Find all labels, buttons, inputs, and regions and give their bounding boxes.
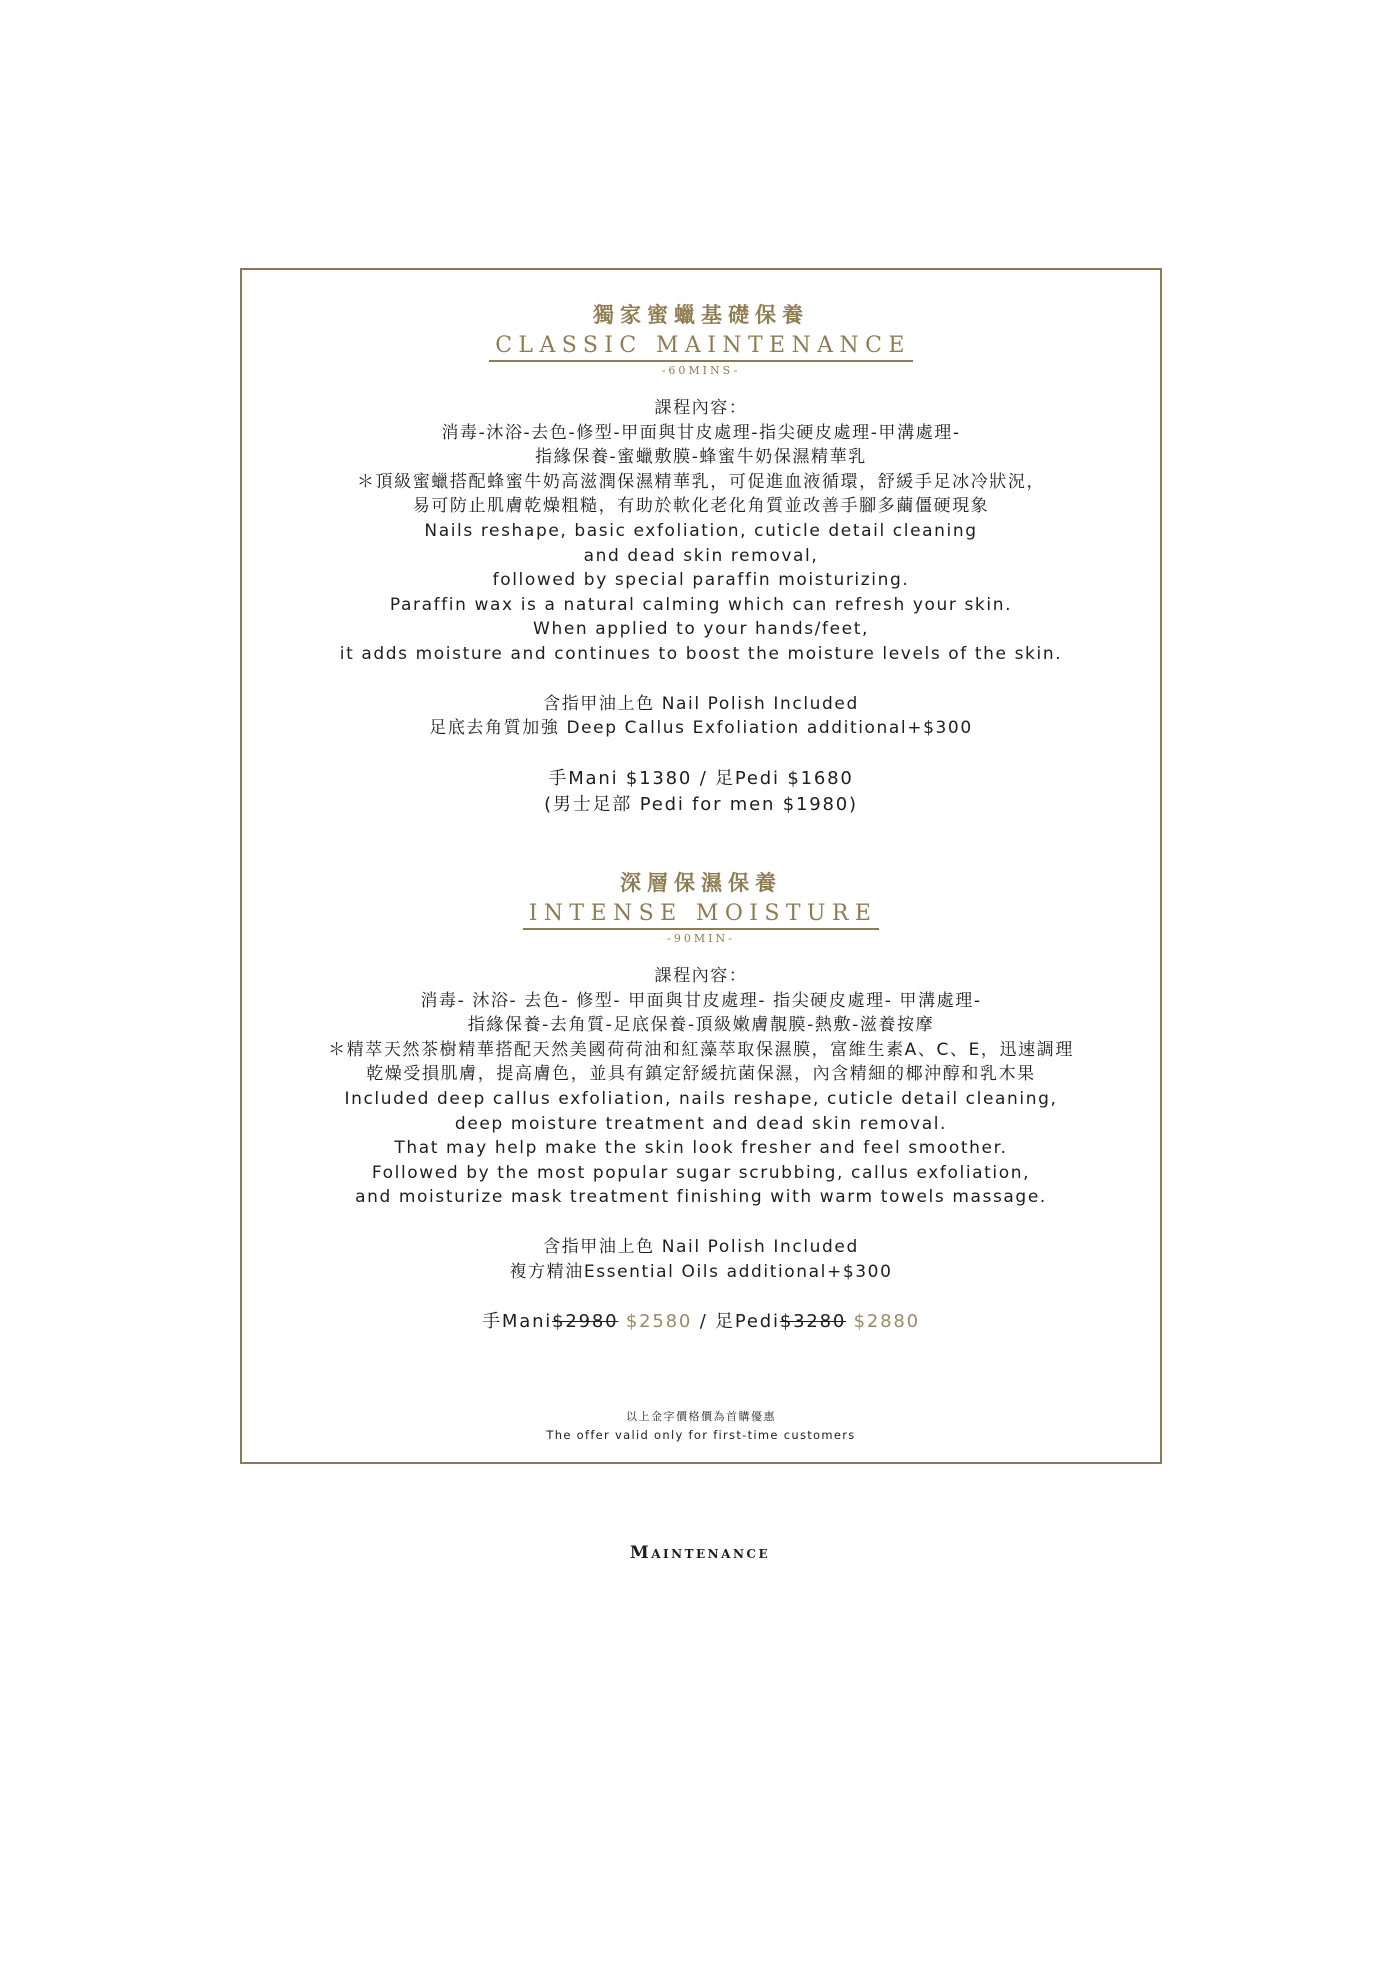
mani-offer-price: $2580 <box>625 1311 693 1333</box>
intense-title-en: INTENSE MOISTURE <box>523 900 880 930</box>
intense-line: That may help make the skin look fresher and feel smoother. <box>394 1138 1008 1159</box>
offer-note-en: The offer valid only for first-time customers <box>546 1428 856 1442</box>
intense-price <box>242 1309 1160 1335</box>
price-separator: / <box>699 1311 708 1333</box>
classic-line: ＊頂級蜜蠟搭配蜂蜜牛奶高滋潤保濕精華乳，可促進血液循環，舒緩手足冰冷狀況， <box>356 471 1046 492</box>
intense-line: Followed by the most popular sugar scrubbing, callus exfoliation, <box>371 1162 1031 1183</box>
pedi-old-price: $3280 <box>779 1311 847 1333</box>
mani-label: 手Mani <box>482 1311 553 1333</box>
classic-price-men: (男士足部 Pedi for men $1980) <box>544 793 858 815</box>
pedi-label: 足Pedi <box>715 1311 780 1333</box>
offer-note-zh: 以上金字價格價為首購優惠 <box>626 1410 776 1423</box>
intense-included-line: 複方精油Essential Oils additional+$300 <box>509 1261 893 1282</box>
classic-description <box>242 396 1160 818</box>
classic-line: and dead skin removal, <box>583 545 819 566</box>
intense-line: 指緣保養-去角質-足底保養-頂級嫩膚靚膜-熱敷-滋養按摩 <box>467 1015 935 1036</box>
classic-title-en: CLASSIC MAINTENANCE <box>489 332 913 362</box>
intense-line: deep moisture treatment and dead skin removal. <box>454 1113 948 1134</box>
classic-line: it adds moisture and continues to boost the moisture levels of the skin. <box>339 643 1063 664</box>
classic-line: 易可防止肌膚乾燥粗糙，有助於軟化老化角質並改善手腳多繭僵硬現象 <box>412 496 990 517</box>
intense-line: 課程內容： <box>654 966 748 986</box>
classic-price: 手Mani $1380 / 足Pedi $1680 <box>548 767 854 789</box>
intense-included-line: 含指甲油上色 Nail Polish Included <box>543 1236 859 1257</box>
footer-label: Maintenance <box>629 1543 771 1563</box>
classic-line: followed by special paraffin moisturizing. <box>492 570 910 591</box>
classic-maintenance-section <box>242 300 1160 818</box>
classic-title-zh: 獨家蜜蠟基礎保養 <box>593 303 809 327</box>
intense-line: 消毒- 沐浴- 去色- 修型- 甲面與甘皮處理- 指尖硬皮處理- 甲溝處理- <box>420 990 982 1011</box>
classic-line: 消毒-沐浴-去色-修型-甲面與甘皮處理-指尖硬皮處理-甲溝處理- <box>441 422 961 443</box>
menu-frame <box>240 268 1162 1464</box>
intense-line: and moisturize mask treatment finishing with warm towels massage. <box>355 1187 1047 1208</box>
intense-title-zh: 深層保濕保養 <box>620 871 782 895</box>
pedi-offer-price: $2880 <box>853 1311 920 1333</box>
intense-line: ＊精萃天然茶樹精華搭配天然美國荷荷油和紅藻萃取保濕膜，富維生素A、C、E，迅速調理 <box>328 1039 1074 1060</box>
classic-included-line: 含指甲油上色 Nail Polish Included <box>543 693 859 714</box>
classic-line: Nails reshape, basic exfoliation, cuticle detail cleaning <box>424 520 978 541</box>
mani-old-price: $2980 <box>552 1311 619 1333</box>
classic-duration: -60MINS- <box>661 364 741 377</box>
classic-included-line: 足底去角質加強 Deep Callus Exfoliation additional+$300 <box>429 718 973 739</box>
classic-line: 課程內容： <box>654 398 748 418</box>
classic-line: 指緣保養-蜜蠟敷膜-蜂蜜牛奶保濕精華乳 <box>535 447 867 468</box>
intense-duration: -90MIN- <box>667 932 735 945</box>
classic-line: Paraffin wax is a natural calming which can refresh your skin. <box>389 594 1013 615</box>
intense-line: 乾燥受損肌膚，提高膚色，並具有鎮定舒緩抗菌保濕，內含精細的椰沖醇和乳木果 <box>366 1064 1036 1085</box>
intense-line: Included deep callus exfoliation, nails reshape, cuticle detail cleaning, <box>344 1088 1058 1109</box>
classic-line: When applied to your hands/feet, <box>533 619 869 640</box>
intense-description <box>242 964 1160 1335</box>
offer-note <box>242 1408 1160 1444</box>
intense-moisture-section <box>242 868 1160 1335</box>
